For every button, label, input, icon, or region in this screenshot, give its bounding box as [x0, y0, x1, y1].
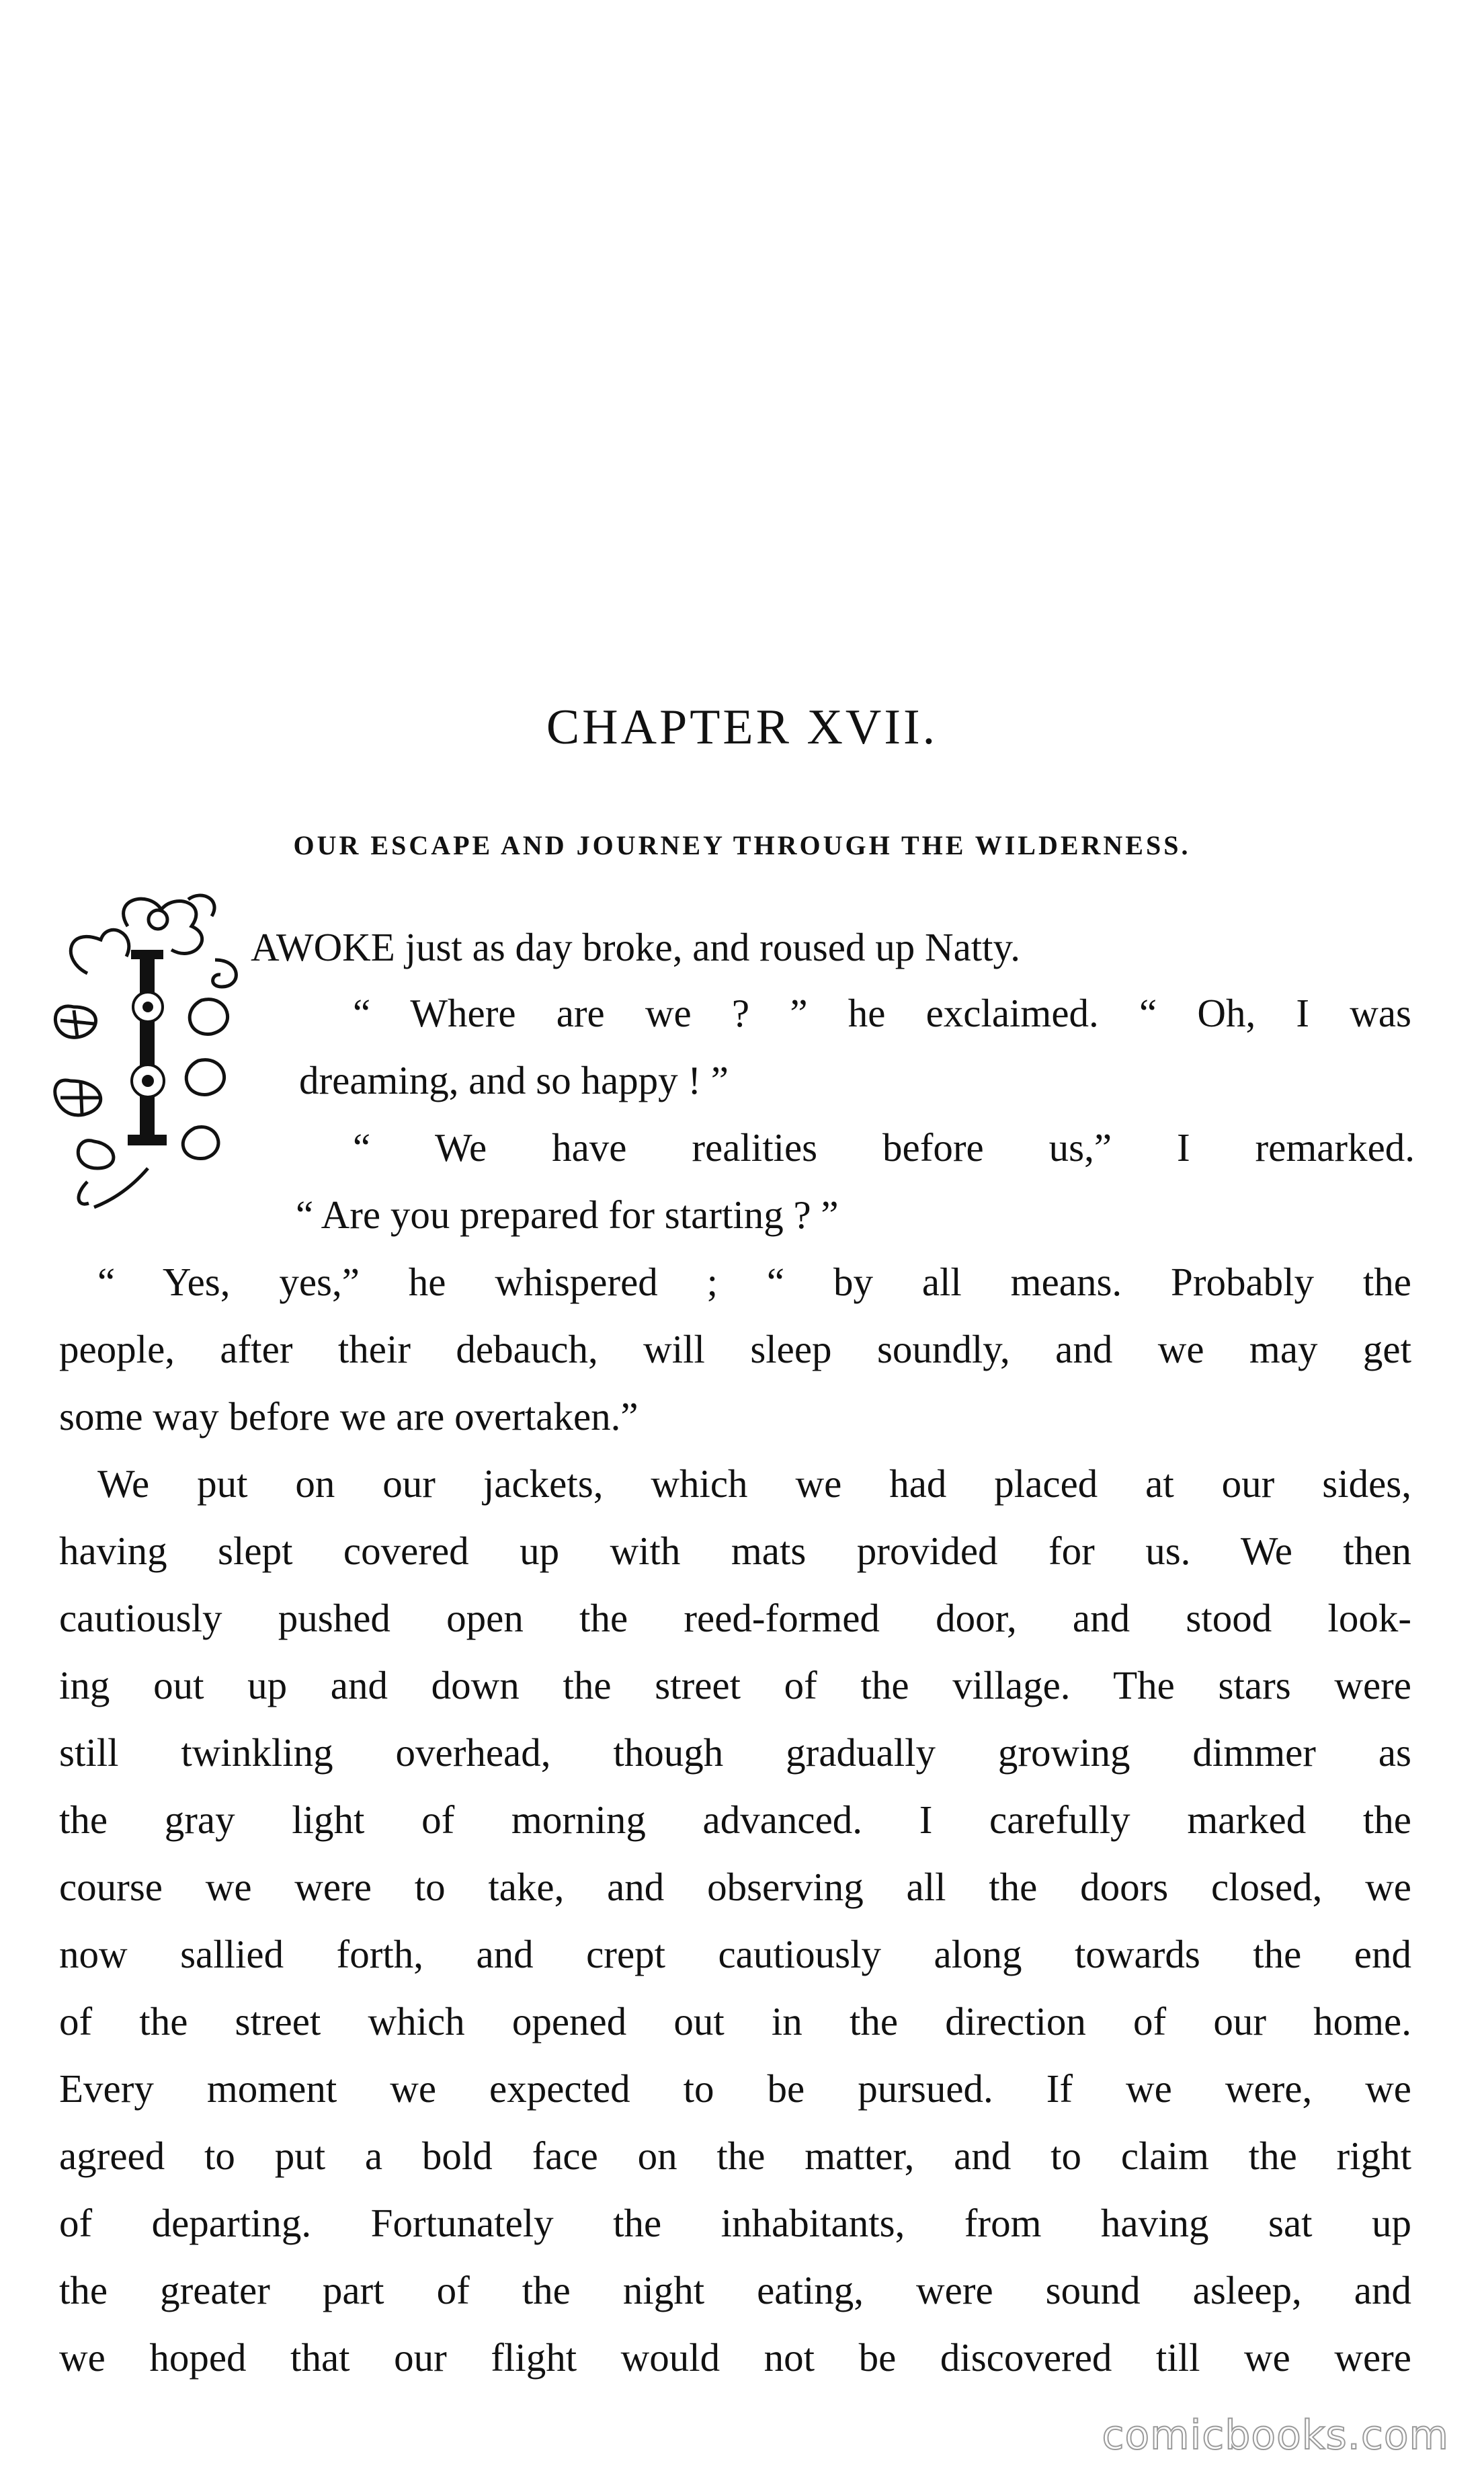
- text-line: the greater part of the night eating, were sound asleep, and: [59, 2268, 1411, 2312]
- text-line: of the street which opened out in the direction of our home.: [59, 1999, 1411, 2043]
- text-line: cautiously pushed open the reed-formed door, and stood look-: [59, 1596, 1411, 1640]
- text-line: now sallied forth, and crept cautiously along towards the end: [59, 1932, 1411, 1976]
- text-line: the gray light of morning advanced. I carefully marked the: [59, 1797, 1411, 1842]
- text-line: Every moment we expected to be pursued. If we were, we: [59, 2066, 1411, 2111]
- text-line: of departing. Fortunately the inhabitants, from having sat up: [59, 2201, 1411, 2245]
- text-line: “ Are you prepared for starting ? ”: [296, 1192, 839, 1237]
- text-line: “ Where are we ? ” he exclaimed. “ Oh, I was: [353, 991, 1411, 1035]
- text-line: still twinkling overhead, though gradually growing dimmer as: [59, 1730, 1411, 1775]
- text-line: agreed to put a bold face on the matter, and to claim the right: [59, 2134, 1411, 2178]
- chapter-subtitle: OUR ESCAPE AND JOURNEY THROUGH THE WILDERNESS.: [293, 830, 1191, 860]
- text-line: dreaming, and so happy ! ”: [299, 1058, 729, 1102]
- text-line: “ Yes, yes,” he whispered ; “ by all means. Probably the: [97, 1260, 1411, 1304]
- text-line: ing out up and down the street of the village. The stars were: [59, 1663, 1411, 1707]
- text-line: AWOKE just as day broke, and roused up Natty.: [251, 925, 1020, 969]
- text-line: having slept covered up with mats provided for us. We then: [59, 1529, 1411, 1573]
- text-line: some way before we are overtaken.”: [59, 1394, 638, 1439]
- text-line: we hoped that our flight would not be discovered till we were: [59, 2335, 1411, 2380]
- text-line: people, after their debauch, will sleep soundly, and we may get: [59, 1327, 1411, 1371]
- text-line: We put on our jackets, which we had placed at our sides,: [97, 1461, 1411, 1506]
- floral-ornament-icon: [47, 886, 249, 1209]
- text-line: “ We have realities before us,” I remarked.: [353, 1125, 1415, 1170]
- chapter-title: CHAPTER XVII.: [546, 700, 938, 755]
- text-line: course we were to take, and observing all the doors closed, we: [59, 1865, 1411, 1909]
- watermark: comicbooks.com: [1102, 2412, 1449, 2459]
